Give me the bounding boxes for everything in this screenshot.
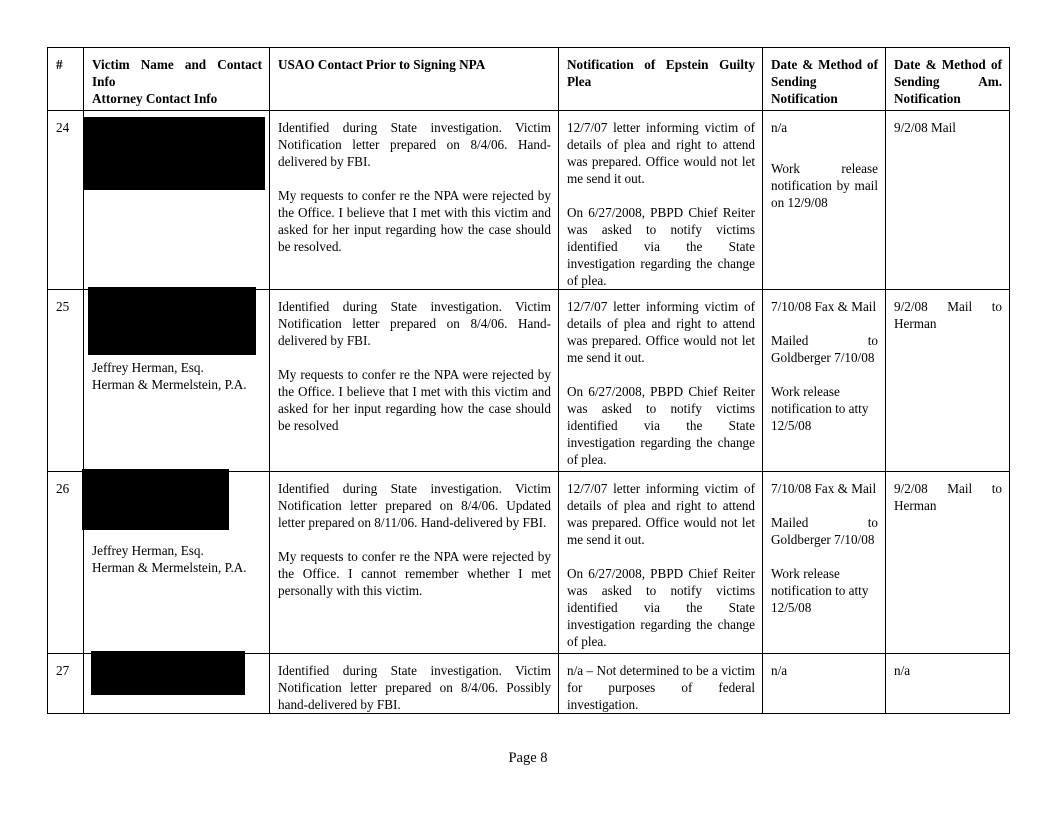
notification-text: On 6/27/2008, PBPD Chief Reiter was asked to notify victims identified via the State investigation regarding the change of plea. (567, 384, 755, 467)
table-row (48, 290, 1010, 472)
usao-contact-cell (270, 290, 559, 472)
usao-text: My requests to confer re the NPA were rejected by the Office. I cannot remember whether I met personally with this victim. (278, 549, 551, 598)
date-method-am-text: 9/2/08 Mail to Herman (894, 481, 1002, 513)
notification-text: On 6/27/2008, PBPD Chief Reiter was asked to notify victims identified via the State investigation regarding the change of plea. (567, 205, 755, 288)
header-number: # (48, 48, 84, 111)
date-method-text: Mailed to Goldberger 7/10/08 (771, 515, 878, 547)
attorney-name: Jeffrey Herman, Esq. (92, 543, 204, 558)
attorney-name: Jeffrey Herman, Esq. (92, 360, 204, 375)
attorney-firm: Herman & Mermelstein, P.A. (92, 560, 247, 575)
usao-text: Identified during State investigation. Victim Notification letter prepared on 8/4/06. Hand-delivered by FBI. (278, 299, 551, 348)
date-method-am-text: 9/2/08 Mail (894, 120, 956, 135)
date-method-cell (763, 654, 886, 714)
date-method-am-cell (886, 111, 1010, 290)
header-date-method-am: Date & Method of Sending Am. Notification (886, 48, 1010, 111)
notification-cell (559, 472, 763, 654)
date-method-text: n/a (771, 663, 788, 678)
date-method-cell (763, 111, 886, 290)
notification-cell (559, 111, 763, 290)
usao-text: Identified during State investigation. Victim Notification letter prepared on 8/4/06. Possibly hand-delivered by FBI. (278, 663, 551, 712)
date-method-am-cell (886, 290, 1010, 472)
victim-notification-table (47, 47, 1010, 714)
date-method-text: 7/10/08 Fax & Mail (771, 481, 877, 496)
table-header-row (48, 48, 1010, 111)
usao-text: Identified during State investigation. Victim Notification letter prepared on 8/4/06. Hand-delivered by FBI. (278, 120, 551, 169)
notification-text: 12/7/07 letter informing victim of details of plea and right to attend was prepared. Office would not let me send it out. (567, 120, 755, 186)
notification-text: 12/7/07 letter informing victim of details of plea and right to attend was prepared. Office would not let me send it out. (567, 481, 755, 547)
date-method-am-cell (886, 654, 1010, 714)
date-method-text: n/a (771, 120, 788, 135)
redaction-block (88, 287, 256, 355)
row-number: 24 (48, 111, 84, 290)
redaction-block (83, 117, 265, 190)
date-method-text: Mailed to Goldberger 7/10/08 (771, 333, 878, 365)
row-number: 26 (48, 472, 84, 654)
date-method-am-text: 9/2/08 Mail to Herman (894, 299, 1002, 331)
date-method-text: Work release notification to atty 12/5/08 (771, 384, 869, 433)
notification-text: On 6/27/2008, PBPD Chief Reiter was asked to notify victims identified via the State investigation regarding the change of plea. (567, 566, 755, 649)
notification-cell (559, 290, 763, 472)
usao-text: My requests to confer re the NPA were rejected by the Office. I believe that I met with this victim and asked for her input regarding how the case should be resolved (278, 367, 551, 433)
header-date-method: Date & Method of Sending Notification (763, 48, 886, 111)
date-method-am-cell (886, 472, 1010, 654)
table-row (48, 472, 1010, 654)
redaction-block (82, 469, 229, 530)
page-number: Page 8 (508, 750, 548, 766)
date-method-cell (763, 290, 886, 472)
victim-contact-cell (84, 290, 270, 472)
header-usao-contact: USAO Contact Prior to Signing NPA (270, 48, 559, 111)
date-method-text: Work release notification to atty 12/5/08 (771, 566, 869, 615)
victim-contact-cell (84, 654, 270, 714)
date-method-text: 7/10/08 Fax & Mail (771, 299, 877, 314)
date-method-am-text: n/a (894, 663, 911, 678)
usao-contact-cell (270, 111, 559, 290)
usao-text: Identified during State investigation. Victim Notification letter prepared on 8/4/06. Updated letter prepared on 8/11/06. Hand-delivered by FBI. (278, 481, 551, 530)
row-number: 25 (48, 290, 84, 472)
usao-contact-cell (270, 472, 559, 654)
table-row (48, 654, 1010, 714)
header-victim-contact-line1: Victim Name and Contact Info (92, 57, 262, 89)
notification-cell (559, 654, 763, 714)
row-number: 27 (48, 654, 84, 714)
date-method-cell (763, 472, 886, 654)
usao-text: My requests to confer re the NPA were rejected by the Office. I believe that I met with this victim and asked for her input regarding how the case should be resolved. (278, 188, 551, 254)
header-notification: Notification of Epstein Guilty Plea (559, 48, 763, 111)
table-row (48, 111, 1010, 290)
header-victim-contact-line2: Attorney Contact Info (92, 91, 218, 106)
date-method-text: Work release notification by mail on 12/9/08 (771, 161, 878, 210)
notification-text: n/a – Not determined to be a victim for purposes of federal investigation. (567, 663, 755, 712)
usao-contact-cell (270, 654, 559, 714)
victim-contact-cell (84, 472, 270, 654)
redaction-block (91, 651, 245, 695)
notification-text: 12/7/07 letter informing victim of details of plea and right to attend was prepared. Office would not let me send it out. (567, 299, 755, 365)
header-victim-contact (84, 48, 270, 111)
victim-contact-cell (84, 111, 270, 290)
attorney-firm: Herman & Mermelstein, P.A. (92, 377, 247, 392)
